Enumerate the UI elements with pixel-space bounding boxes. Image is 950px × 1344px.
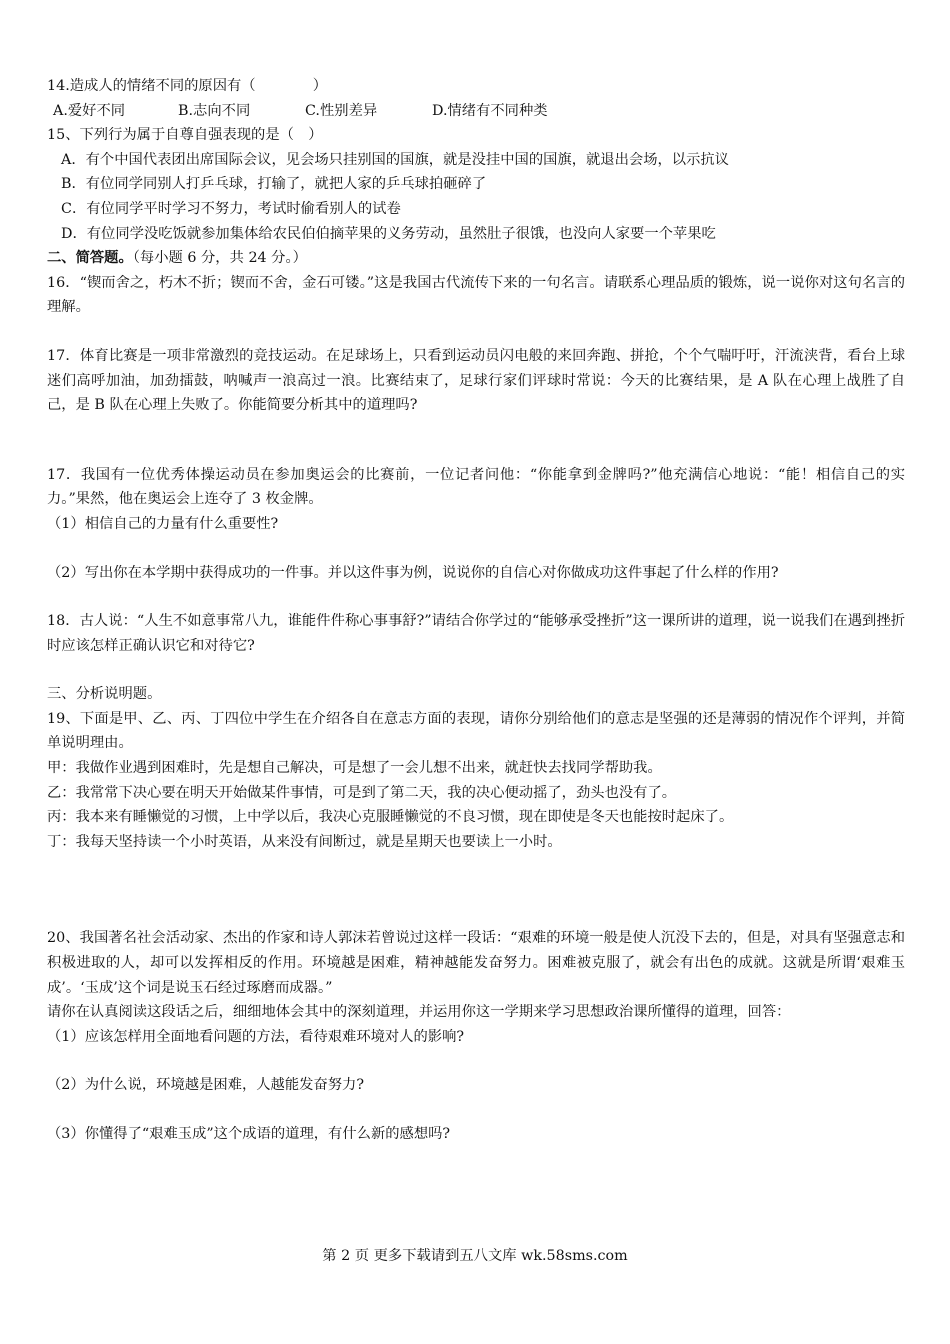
section2-heading [47, 246, 905, 271]
q15-option-c: C．有位同学平时学习不努力，考试时偷看别人的试卷 [61, 200, 401, 217]
q20-sub3: （3）你懂得了“艰难玉成”这个成语的道理，有什么新的感想吗? [47, 1126, 451, 1142]
q20-text: 20、我国著名社会活动家、杰出的作家和诗人郭沫若曾说过这样一段话：“艰难的环境一般是使人沉没下去的，但是，对具有坚强意志和积极进取的人，却可以发挥相反的作用。环境越是困难，精神越能发奋努力。困难被克服了，就会有出色的成就。这就是所谓‘艰难玉成’。‘玉成’这个词是说玉石经过琢磨而成器。” [47, 930, 905, 996]
q15-option-b: B．有位同学同别人打乒乓球，打输了，就把人家的乒乓球拍砸碎了 [61, 176, 487, 193]
q20-sub1: （1）应该怎样用全面地看问题的方法，看待艰难环境对人的影响? [47, 1028, 465, 1045]
answer-space [47, 854, 905, 926]
q15-stem: 15、下列行为属于自尊自强表现的是（ ） [47, 127, 323, 144]
q17b-sub2: （2）写出你在本学期中获得成功的一件事。并以这件事为例，说说你的自信心对你做成功这件事起了什么样的作用? [47, 564, 779, 581]
q14-stem: 14.造成人的情绪不同的原因有（ ） [47, 78, 328, 94]
section2-title: 二、简答题。 [47, 250, 133, 267]
answer-space [47, 658, 905, 682]
q19-item-bing: 丙：我本来有睡懒觉的习惯，上中学以后，我决心克服睡懒觉的不良习惯，现在即使是冬天也能按时起床了。 [47, 809, 734, 826]
q16-text: 16．“锲而舍之，朽木不折；锲而不舍，金石可镂。”这是我国古代流传下来的一句名言。请联系心理品质的锻炼，说一说你对这句名言的理解。 [47, 274, 905, 316]
q17a-text: 17．体育比赛是一项非常激烈的竞技运动。在足球场上，只看到运动员闪电般的来回奔跑、拼抢，个个气喘吁吁，汗流浃背，看台上球迷们高呼加油，加劲擂鼓，呐喊声一浪高过一浪。比赛结束了，足球行家们评球时常说：今天的比赛结果，是 A 队在心理上战胜了自己，是 B 队在心理上失败了。你能简要分析其中的道理吗? [47, 347, 905, 414]
q14-option-c: C.性别差异 [305, 102, 378, 119]
answer-space [47, 1049, 905, 1073]
q19-text: 19、下面是甲、乙、丙、丁四位中学生在介绍各自在意志方面的表现，请你分别给他们的意志是坚强的还是薄弱的情况作个评判，并简单说明理由。 [47, 710, 905, 752]
q19-item-jia: 甲：我做作业遇到困难时，先是想自己解决，可是想了一会儿想不出来，就赶快去找同学帮助我。 [47, 760, 662, 777]
section2-note: （每小题 6 分，共 24 分。） [132, 250, 307, 267]
answer-space [47, 585, 905, 609]
q17b-sub1: （1）相信自己的力量有什么重要性? [47, 515, 279, 532]
q20-sub2: （2）为什么说，环境越是困难，人越能发奋努力? [47, 1077, 364, 1094]
answer-space [47, 537, 905, 561]
q15-option-d: D．有位同学没吃饭就参加集体给农民伯伯摘苹果的义务劳动，虽然肚子很饿，也没向人家要一个苹果吃 [61, 225, 716, 242]
q14-options [47, 99, 905, 124]
section3-heading: 三、分析说明题。 [47, 686, 162, 703]
page-footer: 第 2 页 更多下载请到五八文库 wk.58sms.com [322, 1248, 628, 1264]
q19-item-yi: 乙：我常常下决心要在明天开始做某件事情，可是到了第二天，我的决心便动摇了，劲头也没有了。 [47, 784, 677, 801]
document-page [47, 74, 905, 1147]
q14-option-a: A.爱好不同 [53, 102, 126, 119]
q18-text: 18．古人说：“人生不如意事常八九，谁能件件称心事事舒?”请结合你学过的“能够承受挫折”这一课所讲的道理，说一说我们在遇到挫折时应该怎样正确认识它和对待它? [47, 613, 905, 654]
q14-option-d: D.情绪有不同种类 [432, 102, 548, 119]
answer-space [47, 320, 905, 344]
q19-item-ding: 丁：我每天坚持读一个小时英语，从来没有间断过，就是星期天也要读上一小时。 [47, 833, 562, 850]
answer-space [47, 1098, 905, 1122]
answer-space [47, 418, 905, 463]
q20-intro: 请你在认真阅读这段话之后，细细地体会其中的深刻道理，并运用你这一学期来学习思想政治课所懂得的道理，回答： [47, 1004, 791, 1021]
q17b-text: 17．我国有一位优秀体操运动员在参加奥运会的比赛前，一位记者问他：“你能拿到金牌吗?”他充满信心地说：“能！相信自己的实力。”果然，他在奥运会上连夺了 3 枚金牌。 [47, 466, 905, 508]
q14-option-b: B.志向不同 [178, 102, 251, 119]
q15-option-a: A．有个中国代表团出席国际会议，见会场只挂别国的国旗，就是没挂中国的国旗，就退出会场，以示抗议 [61, 151, 729, 168]
